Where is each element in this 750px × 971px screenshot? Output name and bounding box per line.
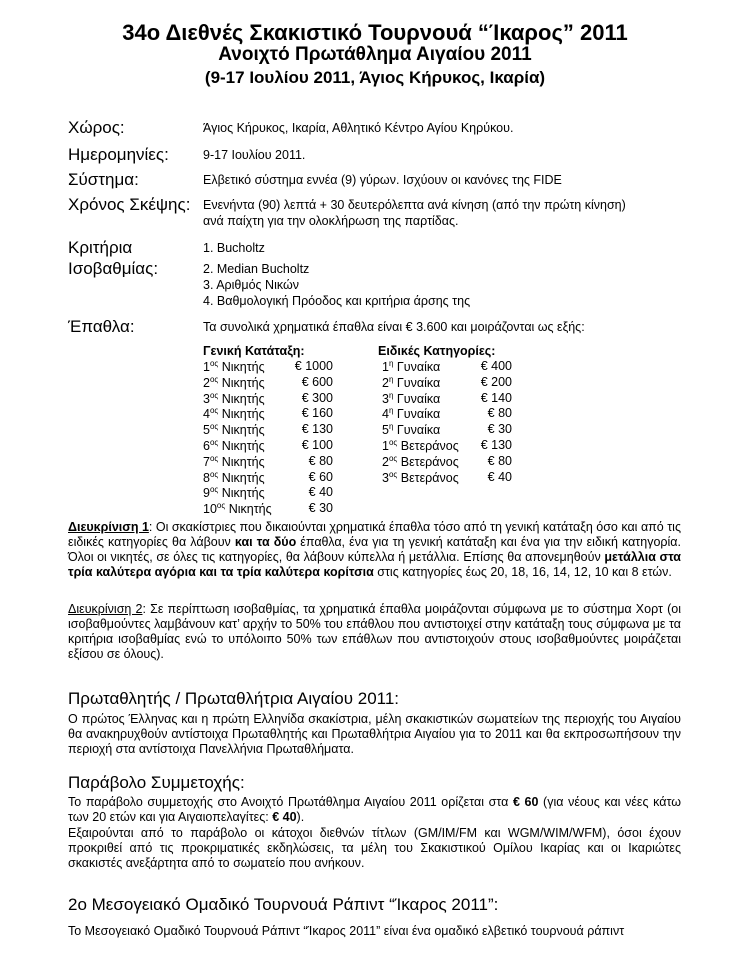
- prize-amount: € 160: [301, 406, 333, 421]
- special-prize-row: [382, 422, 512, 437]
- rank-number: 9: [203, 486, 210, 501]
- rank-number: 5: [203, 423, 210, 438]
- special-prize-row: [382, 391, 512, 406]
- rank-number: 2: [382, 454, 389, 469]
- prize-amount: € 60: [308, 469, 333, 484]
- rank-suffix: ος: [209, 469, 219, 479]
- rank-suffix: ος: [209, 485, 219, 495]
- rank-suffix: ος: [209, 453, 219, 463]
- fee-heading: Παράβολο Συμμετοχής:: [68, 773, 245, 792]
- rank-suffix: ος: [216, 501, 226, 511]
- rank-number: 3: [382, 470, 389, 485]
- rank-suffix: ος: [209, 374, 219, 384]
- prize-amount: € 40: [487, 469, 512, 484]
- prizes-value: Τα συνολικά χρηματικά έπαθλα είναι € 3.600 και μοιράζονται ως εξής:: [203, 320, 585, 334]
- rank-suffix: η: [388, 374, 394, 384]
- general-prize-row: [203, 359, 333, 374]
- venue-label: Χώρος:: [68, 118, 125, 137]
- document-title: 34ο Διεθνές Σκακιστικό Τουρνουά “Ίκαρος” 2011: [122, 20, 628, 45]
- time-label: Χρόνος Σκέψης:: [68, 195, 191, 214]
- clarification-1-bold-a: και τα δύο: [234, 535, 297, 549]
- rank-suffix: ος: [209, 422, 219, 432]
- general-prize-row: [203, 391, 333, 406]
- fee-text: [68, 795, 681, 825]
- prizes-label: Έπαθλα:: [68, 317, 135, 336]
- rank-label: Νικητής: [218, 391, 265, 406]
- venue-value: Άγιος Κήρυκος, Ικαρία, Αθλητικό Κέντρο Αγίου Κηρύκου.: [203, 121, 514, 135]
- special-categories-heading: Ειδικές Κατηγορίες:: [378, 344, 496, 358]
- special-prize-row: [382, 375, 512, 390]
- clarification-2: [68, 602, 681, 662]
- rank-label: Βετεράνος: [397, 454, 459, 469]
- rank-suffix: ος: [209, 390, 219, 400]
- rank-suffix: ος: [209, 359, 219, 368]
- fee-text-a: Το παράβολο συμμετοχής στο Ανοιχτό Πρωτάθλημα Αιγαίου 2011 ορίζεται στα: [68, 795, 513, 809]
- prize-amount: € 130: [480, 438, 512, 452]
- champions-heading: Πρωταθλητής / Πρωταθλήτρια Αιγαίου 2011:: [68, 689, 400, 708]
- fee-amount: € 60: [512, 795, 539, 809]
- tiebreak-3: 3. Αριθμός Νικών: [203, 278, 299, 292]
- dates-label: Ημερομηνίες:: [68, 145, 169, 164]
- prize-amount: € 30: [487, 422, 512, 437]
- rank-suffix: η: [388, 359, 394, 368]
- fee-reduced-amount: € 40: [272, 810, 297, 824]
- rank-label: Βετεράνος: [397, 470, 459, 485]
- rank-suffix: ος: [209, 438, 219, 447]
- clarification-1-label: Διευκρίνιση 1: [68, 520, 149, 534]
- rank-suffix: ος: [388, 469, 398, 479]
- special-prize-row: [382, 438, 512, 453]
- clarification-2-label: Διευκρίνιση 2: [68, 602, 143, 616]
- clarification-1-text-c: στις κατηγορίες έως 20, 18, 16, 14, 12, 10 και 8 ετών.: [373, 565, 672, 579]
- rank-number: 10: [203, 502, 217, 517]
- rank-label: Νικητής: [218, 407, 265, 422]
- rank-number: 4: [382, 407, 389, 422]
- rank-suffix: ος: [388, 453, 398, 463]
- general-prize-row: [203, 422, 333, 437]
- special-prize-row: [382, 359, 512, 374]
- rank-suffix: η: [388, 422, 394, 432]
- tiebreak-label-line1: Κριτήρια: [68, 238, 133, 257]
- clarification-1-bold-b: μετάλλια στα τρία καλύτερα αγόρια και τα τρία καλύτερα κορίτσια: [68, 550, 681, 579]
- time-value-line2: ανά παίχτη για την ολοκλήρωση της παρτίδας.: [203, 214, 459, 228]
- clarification-1: [68, 520, 681, 580]
- rank-label: Νικητής: [225, 502, 272, 517]
- rank-suffix: η: [388, 406, 394, 416]
- document-subtitle: Ανοιχτό Πρωτάθλημα Αιγαίου 2011: [218, 44, 532, 65]
- rank-label: Νικητής: [218, 423, 265, 438]
- general-prize-row: [203, 501, 333, 516]
- fee-text-b: (για νέους και νέες κάτω των 20 ετών και για Αιγαιοπελαγίτες:: [68, 795, 681, 824]
- rank-number: 3: [382, 391, 389, 406]
- dates-value: 9-17 Ιουλίου 2011.: [203, 148, 306, 162]
- special-prize-row: [382, 454, 512, 469]
- system-label: Σύστημα:: [68, 170, 139, 189]
- general-prize-row: [203, 375, 333, 390]
- general-prize-row: [203, 406, 333, 421]
- general-prize-row: [203, 438, 333, 453]
- prize-amount: € 600: [301, 374, 333, 389]
- rank-number: 1: [382, 360, 389, 375]
- rank-label: Νικητής: [218, 470, 265, 485]
- rank-number: 5: [382, 423, 389, 438]
- rank-label: Νικητής: [218, 454, 265, 469]
- system-value: Ελβετικό σύστημα εννέα (9) γύρων. Ισχύουν οι κανόνες της FIDE: [203, 173, 562, 187]
- rank-number: 7: [203, 454, 210, 469]
- rank-suffix: ος: [209, 406, 219, 416]
- rank-number: 4: [203, 407, 210, 422]
- prize-amount: € 130: [301, 422, 333, 437]
- rapid-heading: 2ο Μεσογειακό Ομαδικό Τουρνουά Ράπιντ “Ίκαρος 2011”:: [68, 895, 499, 914]
- rank-label: Γυναίκα: [393, 423, 441, 438]
- rank-label: Γυναίκα: [393, 407, 441, 422]
- rank-label: Γυναίκα: [393, 391, 441, 406]
- rank-label: Νικητής: [218, 360, 265, 375]
- rank-label: Γυναίκα: [393, 375, 441, 390]
- tiebreak-2: 2. Median Bucholtz: [203, 262, 310, 276]
- rapid-text: Το Μεσογειακό Ομαδικό Τουρνουά Ράπιντ “Ίκαρος 2011” είναι ένα ομαδικό ελβετικό τουρνουά ράπιντ: [68, 924, 625, 938]
- general-prize-row: [203, 470, 333, 485]
- prize-amount: € 80: [308, 453, 333, 468]
- rank-number: 8: [203, 470, 210, 485]
- general-prize-row: [203, 485, 333, 500]
- clarification-2-text: : Σε περίπτωση ισοβαθμίας, τα χρηματικά έπαθλα μοιράζονται σύμφωνα με το σύστημα Χορτ (οι ισοβαθμούντες λαμβάνουν κατ’ αρχήν το 50% του επάθλου που αντιστοιχεί στην κατάταξη τους σύμφωνα με τα κριτήρια ισοβαθμίας ενώ το υπόλοιπο 50% των επάθλων που αντιστοιχούν στους ισοβαθμούντες μοιράζεται εξίσου σε όλους).: [68, 602, 681, 661]
- rank-label: Γυναίκα: [393, 360, 441, 375]
- prize-amount: € 400: [480, 359, 512, 373]
- prize-amount: € 80: [487, 453, 512, 468]
- rank-number: 1: [203, 360, 210, 375]
- prize-amount: € 1000: [294, 359, 333, 373]
- prize-amount: € 300: [301, 390, 333, 405]
- prize-amount: € 30: [308, 501, 333, 516]
- rank-suffix: ος: [388, 438, 398, 447]
- tiebreak-1: 1. Bucholtz: [203, 241, 265, 255]
- rank-number: 2: [382, 375, 389, 390]
- rank-number: 3: [203, 391, 210, 406]
- general-prize-row: [203, 454, 333, 469]
- special-prize-row: [382, 470, 512, 485]
- champions-text: Ο πρώτος Έλληνας και η πρώτη Ελληνίδα σκακίστρια, μέλη σκακιστικών σωματείων της περιοχής του Αιγαίου θα ανακηρυχθούν αντίστοιχα Πρωταθλητής και Πρωταθλήτρια Αιγαίου για το 2011 και θα εκπροσωπήσουν την περιοχή στα αντίστοιχα Πανελλήνια Πρωταθλήματα.: [68, 712, 681, 756]
- rank-number: 6: [203, 439, 210, 454]
- time-value-line1: Ενενήντα (90) λεπτά + 30 δευτερόλεπτα ανά κίνηση (από την πρώτη κίνηση): [203, 198, 626, 212]
- general-ranking-heading: Γενική Κατάταξη:: [203, 344, 305, 358]
- rank-label: Βετεράνος: [397, 439, 459, 454]
- fee-exemptions: Εξαιρούνται από το παράβολο οι κάτοχοι διεθνών τίτλων (GM/IM/FM και WGM/WIM/WFM), όσοι έχουν προκριθεί από τις προκριματικές εκδηλώσεις, τα μέλη του Σκακιστικού Ομίλου Ικαρίας και οι Ικαριώτες σκακιστές ανεξάρτητα από το σωματείο που ανήκουν.: [68, 826, 681, 870]
- clarification-1-text-b: έπαθλα, ένα για τη γενική κατάταξη και ένα για την ειδική κατηγορία. Όλοι οι νικητές, σε όλες τις κατηγορίες, θα λάβουν κύπελλα ή μετάλλια. Επίσης θα απονεμηθούν: [68, 535, 681, 564]
- rank-label: Νικητής: [218, 375, 265, 390]
- prize-amount: € 80: [487, 406, 512, 421]
- clarification-1-text-a: : Οι σκακίστριες που δικαιούνται χρηματικά έπαθλα τόσο από τη γενική κατάταξη όσο και από τις ειδικές κατηγορίες θα λάβουν: [68, 520, 681, 549]
- tiebreak-4: 4. Βαθμολογική Πρόοδος και κριτήρια άρσης της: [203, 294, 471, 308]
- prize-amount: € 100: [301, 438, 333, 452]
- special-prize-row: [382, 406, 512, 421]
- prize-amount: € 140: [480, 390, 512, 405]
- rank-number: 2: [203, 375, 210, 390]
- prize-amount: € 200: [480, 374, 512, 389]
- rank-label: Νικητής: [218, 486, 265, 501]
- rank-number: 1: [382, 439, 389, 454]
- fee-text-c: ).: [296, 810, 305, 824]
- rank-label: Νικητής: [218, 439, 265, 454]
- tiebreak-label-line2: Ισοβαθμίας:: [68, 259, 159, 278]
- document-dates-place: (9-17 Ιουλίου 2011, Άγιος Κήρυκος, Ικαρία): [204, 68, 546, 87]
- prize-amount: € 40: [308, 485, 333, 500]
- rank-suffix: η: [388, 390, 394, 400]
